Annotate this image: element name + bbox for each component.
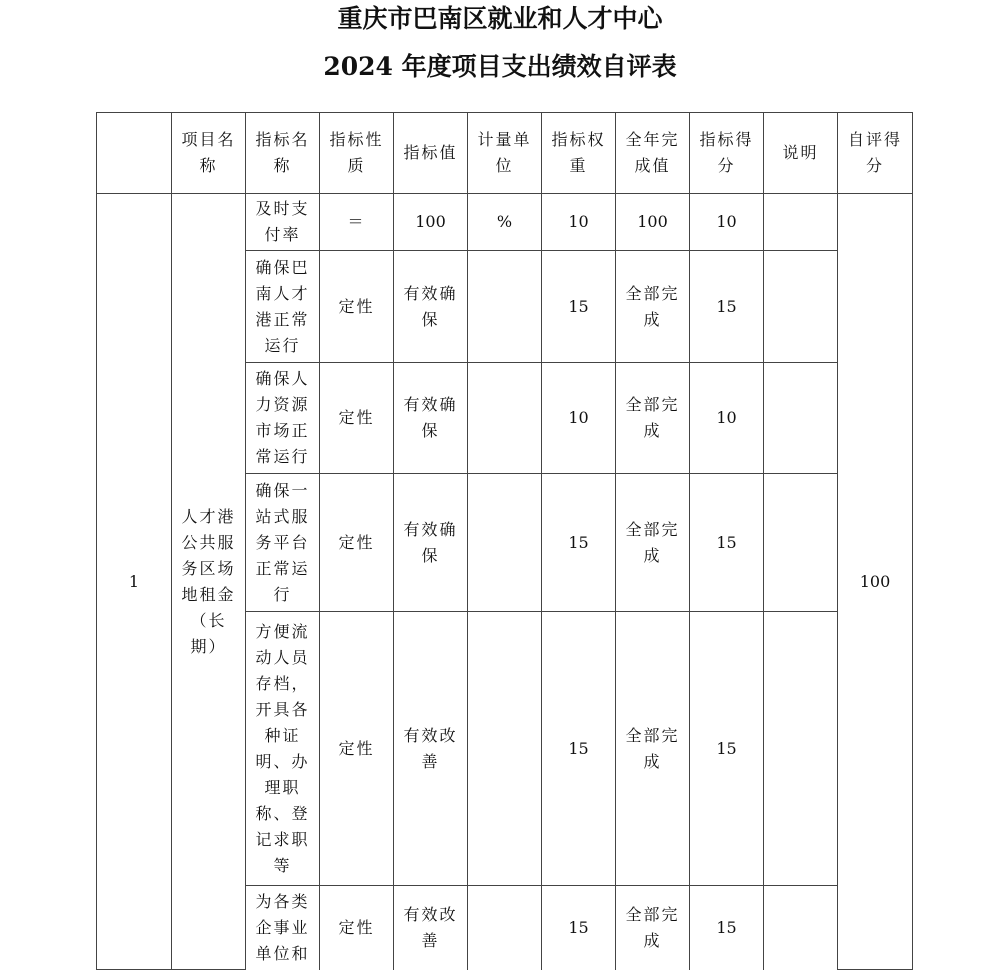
indicator-nature: 定性: [320, 251, 394, 363]
document-subtitle: 2024 年度项目支出绩效自评表: [323, 52, 677, 81]
indicator-nature: 定性: [320, 474, 394, 612]
indicator-actual: 全部完成: [616, 363, 690, 474]
indicator-score: 15: [690, 886, 764, 970]
header-cell-weight: 指标权重: [542, 113, 616, 194]
project-name: 人才港公共服务区场地租金（长期）: [172, 194, 246, 970]
indicator-actual: 全部完成: [616, 886, 690, 970]
indicator-actual: 100: [616, 194, 690, 251]
indicator-name: 确保一站式服务平台正常运行: [246, 474, 320, 612]
indicator-weight: 15: [542, 886, 616, 970]
header-cell-project-name: 项目名称: [172, 113, 246, 194]
indicator-score: 10: [690, 194, 764, 251]
indicator-weight: 10: [542, 194, 616, 251]
header-cell-indicator-value: 指标值: [394, 113, 468, 194]
indicator-value: 有效确保: [394, 363, 468, 474]
indicator-score: 15: [690, 612, 764, 886]
indicator-value: 100: [394, 194, 468, 251]
indicator-nature: 定性: [320, 612, 394, 886]
project-index: 1: [97, 194, 172, 970]
indicator-value: 有效改善: [394, 886, 468, 970]
indicator-note: [764, 363, 838, 474]
indicator-value: 有效确保: [394, 251, 468, 363]
performance-table: [96, 112, 913, 970]
self-score: 100: [838, 194, 913, 970]
indicator-weight: 15: [542, 251, 616, 363]
header-cell-indicator-nature: 指标性质: [320, 113, 394, 194]
indicator-weight: 10: [542, 363, 616, 474]
indicator-unit: [468, 474, 542, 612]
indicator-name: 方便流动人员存档，开具各种证明、办理职称、登记求职等: [246, 612, 320, 886]
header-cell-unit: 计量单位: [468, 113, 542, 194]
indicator-value: 有效确保: [394, 474, 468, 612]
table-row: [97, 194, 913, 251]
header-cell-self-score: 自评得分: [838, 113, 913, 194]
indicator-unit: [468, 363, 542, 474]
indicator-score: 15: [690, 474, 764, 612]
indicator-unit: [468, 612, 542, 886]
indicator-actual: 全部完成: [616, 612, 690, 886]
indicator-unit: [468, 886, 542, 970]
indicator-score: 15: [690, 251, 764, 363]
indicator-nature: ＝: [320, 194, 394, 251]
indicator-unit: [468, 251, 542, 363]
header-row: [97, 113, 913, 194]
indicator-nature: 定性: [320, 363, 394, 474]
indicator-nature: 定性: [320, 886, 394, 970]
indicator-name: 及时支付率: [246, 194, 320, 251]
indicator-unit: %: [468, 194, 542, 251]
indicator-note: [764, 194, 838, 251]
indicator-note: [764, 886, 838, 970]
indicator-name: 确保巴南人才港正常运行: [246, 251, 320, 363]
header-cell-index: [97, 113, 172, 194]
header-cell-actual: 全年完成值: [616, 113, 690, 194]
indicator-actual: 全部完成: [616, 474, 690, 612]
indicator-note: [764, 251, 838, 363]
indicator-note: [764, 474, 838, 612]
indicator-weight: 15: [542, 612, 616, 886]
indicator-actual: 全部完成: [616, 251, 690, 363]
indicator-score: 10: [690, 363, 764, 474]
indicator-name: 为各类企事业单位和: [246, 886, 320, 970]
header-cell-score: 指标得分: [690, 113, 764, 194]
header-cell-note: 说明: [764, 113, 838, 194]
indicator-value: 有效改善: [394, 612, 468, 886]
indicator-name: 确保人力资源市场正常运行: [246, 363, 320, 474]
document-title: 重庆市巴南区就业和人才中心: [337, 4, 663, 33]
header-cell-indicator-name: 指标名称: [246, 113, 320, 194]
indicator-note: [764, 612, 838, 886]
indicator-weight: 15: [542, 474, 616, 612]
